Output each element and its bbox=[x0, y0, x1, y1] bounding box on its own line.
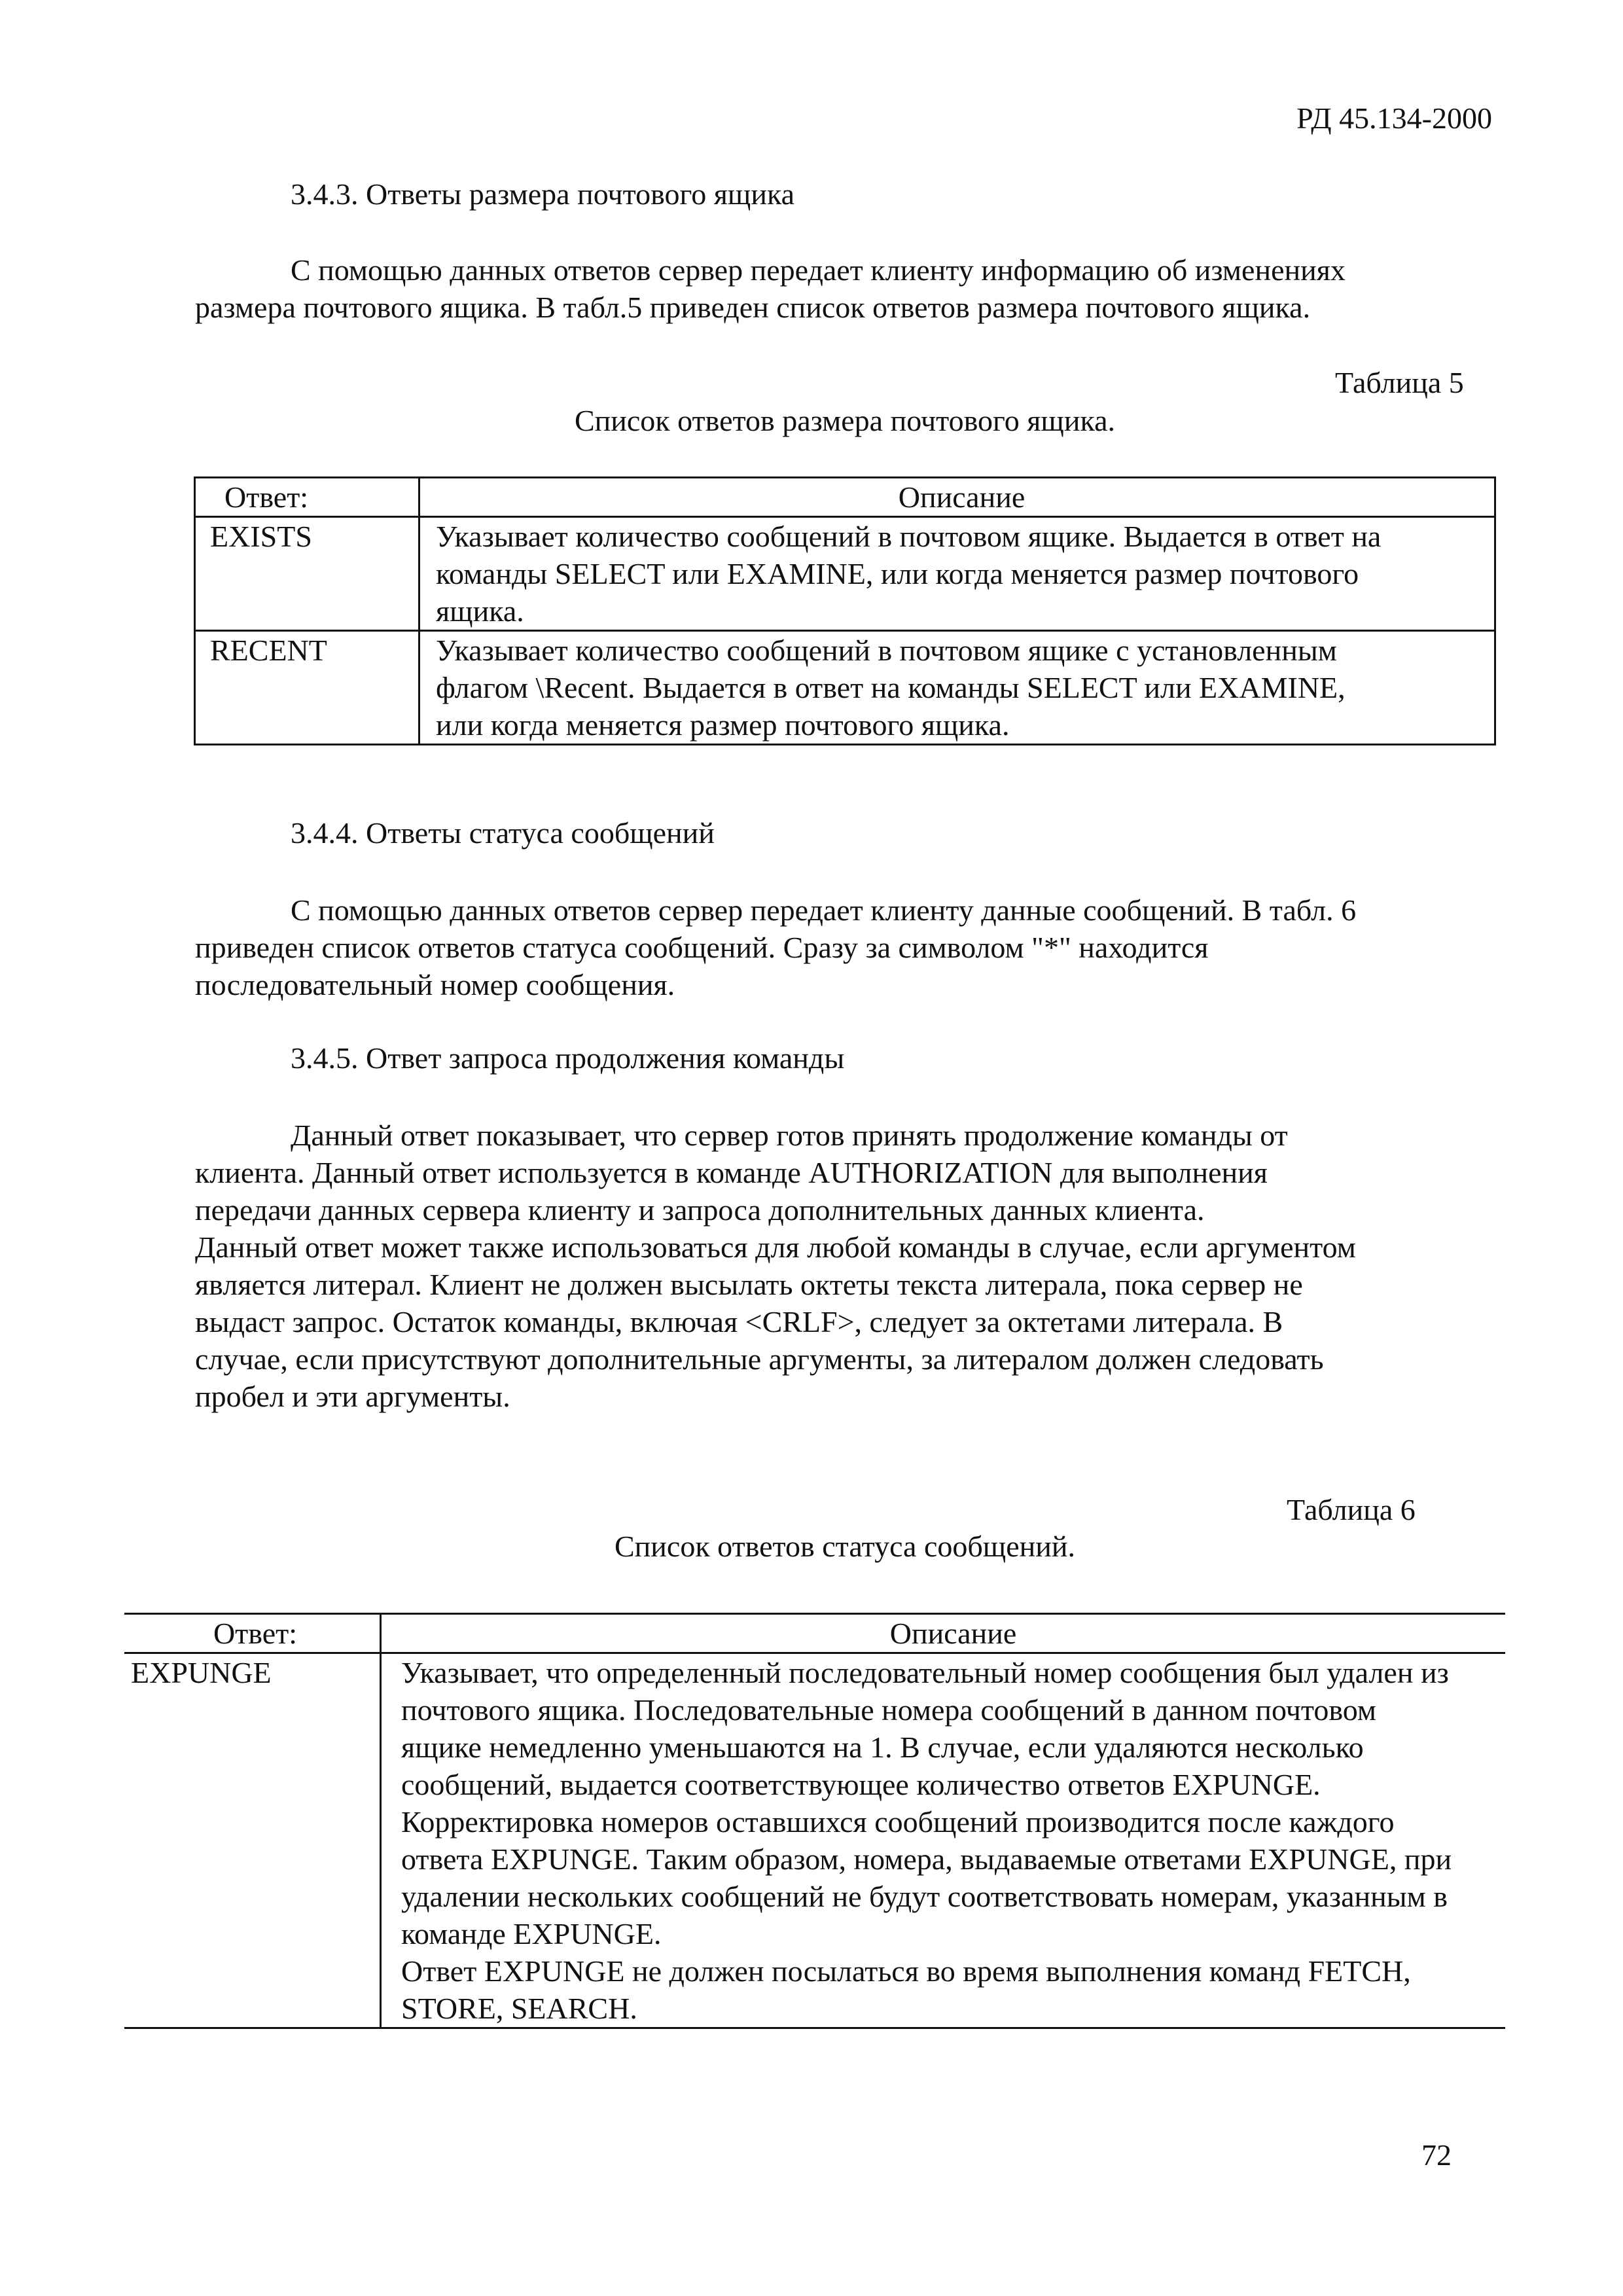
section-heading-3-4-5: 3.4.5. Ответ запроса продолжения команды bbox=[291, 1041, 845, 1075]
table-header-row bbox=[124, 1614, 1505, 1653]
paragraph-line: приведен список ответов статуса сообщений. Сразу за символом "*" находится bbox=[195, 931, 1209, 964]
description-line: команды SELECT или EXAMINE, или когда меняется размер почтового bbox=[436, 557, 1359, 590]
paragraph-line: С помощью данных ответов сервер передает клиенту данные сообщений. В табл. 6 bbox=[291, 893, 1357, 927]
table-row bbox=[124, 1653, 1505, 2028]
document-code: РД 45.134-2000 bbox=[1296, 101, 1492, 135]
paragraph-line: последовательный номер сообщения. bbox=[195, 968, 675, 1001]
description-line: удалении нескольких сообщений не будут соответствовать номерам, указанным в bbox=[401, 1880, 1448, 1913]
description-line: Ответ EXPUNGE не должен посылаться во время выполнения команд FETCH, bbox=[401, 1954, 1411, 1988]
description-cell bbox=[381, 1653, 1506, 2028]
section-heading-3-4-4: 3.4.4. Ответы статуса сообщений bbox=[291, 816, 715, 850]
response-cell: EXISTS bbox=[195, 517, 419, 631]
description-cell bbox=[419, 517, 1495, 631]
description-line: команде EXPUNGE. bbox=[401, 1917, 662, 1950]
column-header-response: Ответ: bbox=[124, 1614, 381, 1653]
table5-label: Таблица 5 bbox=[1335, 366, 1464, 399]
description-line: Корректировка номеров оставшихся сообщений производится после каждого bbox=[401, 1805, 1395, 1839]
description-line: Указывает, что определенный последовательный номер сообщения был удален из bbox=[401, 1656, 1449, 1689]
response-cell: RECENT bbox=[195, 631, 419, 745]
description-line: флагом \Recent. Выдается в ответ на команды SELECT или EXAMINE, bbox=[436, 671, 1346, 704]
description-line: Указывает количество сообщений в почтовом ящике с установленным bbox=[436, 634, 1337, 667]
column-header-description: Описание bbox=[419, 478, 1495, 517]
table5 bbox=[194, 476, 1496, 745]
response-cell: EXPUNGE bbox=[124, 1653, 381, 2028]
paragraph-3-4-4 bbox=[195, 891, 1497, 1003]
paragraph-line: Данный ответ показывает, что сервер готов принять продолжение команды от bbox=[291, 1119, 1288, 1152]
description-line: ящика. bbox=[436, 594, 524, 628]
table-row bbox=[195, 517, 1495, 631]
paragraph-line: является литерал. Клиент не должен высылать октеты текста литерала, пока сервер не bbox=[195, 1268, 1303, 1301]
description-line: ответа EXPUNGE. Таким образом, номера, выдаваемые ответами EXPUNGE, при bbox=[401, 1842, 1452, 1876]
paragraph-line: Данный ответ может также использоваться для любой команды в случае, если аргументом bbox=[195, 1230, 1356, 1264]
description-line: ящике немедленно уменьшаются на 1. В случае, если удаляются несколько bbox=[401, 1731, 1364, 1764]
table6-label: Таблица 6 bbox=[1287, 1493, 1416, 1526]
description-line: сообщений, выдается соответствующее количество ответов EXPUNGE. bbox=[401, 1768, 1321, 1801]
table5-title: Список ответов размера почтового ящика. bbox=[574, 404, 1116, 437]
paragraph-line: С помощью данных ответов сервер передает клиенту информацию об изменениях bbox=[291, 253, 1346, 287]
paragraph-3-4-3 bbox=[195, 251, 1497, 326]
description-line: или когда меняется размер почтового ящика. bbox=[436, 708, 1010, 742]
table-row bbox=[195, 631, 1495, 745]
table6-title: Список ответов статуса сообщений. bbox=[615, 1530, 1075, 1563]
column-header-response: Ответ: bbox=[195, 478, 419, 517]
paragraph-line: клиента. Данный ответ используется в команде AUTHORIZATION для выполнения bbox=[195, 1156, 1268, 1189]
table-header-row bbox=[195, 478, 1495, 517]
paragraph-line: передачи данных сервера клиенту и запроса дополнительных данных клиента. bbox=[195, 1193, 1205, 1227]
description-line: Указывает количество сообщений в почтовом ящике. Выдается в ответ на bbox=[436, 520, 1382, 553]
column-header-description: Описание bbox=[381, 1614, 1506, 1653]
page-number: 72 bbox=[1421, 2138, 1452, 2172]
table6 bbox=[124, 1613, 1505, 2029]
paragraph-line: пробел и эти аргументы. bbox=[195, 1380, 510, 1413]
description-line: STORE, SEARCH. bbox=[401, 1992, 637, 2025]
description-line: почтового ящика. Последовательные номера сообщений в данном почтовом bbox=[401, 1693, 1377, 1727]
paragraph-line: выдаст запрос. Остаток команды, включая <CRLF>, следует за октетами литерала. В bbox=[195, 1305, 1283, 1338]
paragraph-line: случае, если присутствуют дополнительные аргументы, за литералом должен следовать bbox=[195, 1342, 1324, 1376]
paragraph-3-4-5 bbox=[195, 1117, 1497, 1415]
description-cell bbox=[419, 631, 1495, 745]
section-heading-3-4-3: 3.4.3. Ответы размера почтового ящика bbox=[291, 177, 795, 211]
paragraph-line: размера почтового ящика. В табл.5 приведен список ответов размера почтового ящика. bbox=[195, 291, 1311, 324]
